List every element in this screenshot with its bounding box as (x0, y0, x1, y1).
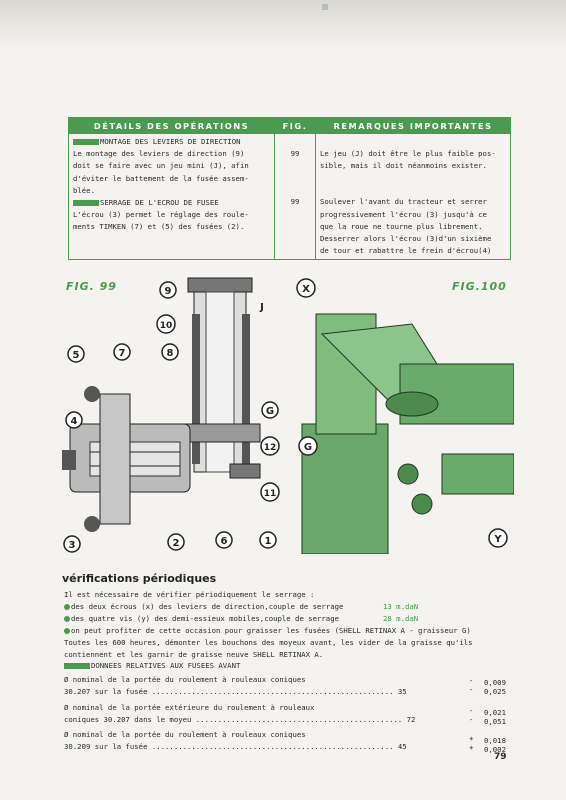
spec-line: coniques 30.207 dans le moyeu ............................................... 72 (64, 715, 416, 724)
svg-text:J: J (260, 302, 264, 313)
header-details: DÉTAILS DES OPÉRATIONS (69, 118, 275, 134)
remark-line: que la roue ne tourne plus librement. (320, 221, 483, 231)
tolerance-sign: - - (469, 706, 474, 724)
kingpin-assembly (180, 278, 260, 478)
callout-x (297, 279, 315, 297)
svg-text:6: 6 (220, 536, 228, 547)
bullet-dot (64, 616, 70, 622)
fig-ref: 99 (290, 197, 300, 207)
callout-11 (261, 483, 279, 501)
svg-text:10: 10 (159, 321, 173, 331)
bullet-text: on peut profiter de cette occasion pour graisser les fusées (SHELL RETINAX A - graisseur G) (71, 626, 471, 635)
section-heading: MONTAGE DES LEVIERS DE DIRECTION (100, 137, 241, 146)
section-heading: SERRAGE DE L'ECROU DE FUSEE (100, 198, 219, 208)
svg-text:2: 2 (172, 538, 180, 549)
callout-2 (168, 534, 184, 550)
remark-line: Soulever l'avant du tracteur et serrer (320, 197, 487, 207)
remark-line: Desserrer alors l'écrou (3)d'un sixième (320, 234, 492, 244)
detail-line: Le montage des leviers de direction (9) (73, 149, 245, 159)
section-bar (64, 663, 90, 669)
spec-line: 30.209 sur la fusée ....................................................... 45 (64, 742, 407, 751)
callout-10 (157, 315, 175, 333)
torque-value-2: 28 m.daN (383, 614, 419, 623)
fig-ref: 99 (290, 149, 300, 158)
detail-line: d'éviter le battement de la fusée assem- (73, 173, 249, 183)
section-bar (73, 200, 99, 206)
fig99-label: FIG. 99 (66, 280, 117, 293)
verif-bullet-1 (64, 602, 343, 611)
header-remarks: REMARQUES IMPORTANTES (316, 118, 511, 134)
remark-line: sible, mais il doit néanmoins exister. (320, 161, 487, 171)
svg-text:3: 3 (68, 540, 76, 551)
svg-text:12: 12 (263, 443, 277, 453)
header-fig: FIG. (275, 118, 316, 134)
data-heading (64, 661, 240, 670)
tolerance-sign: - - (469, 676, 474, 694)
remark-line: Le jeu (J) doit être le plus faible pos- (320, 149, 496, 158)
fig100-drawing (292, 274, 514, 554)
bullet-dot (64, 604, 70, 610)
page-top-edge (0, 0, 566, 48)
details-cell (69, 134, 275, 260)
verif-text-line: Toutes les 600 heures, démonter les bouchons des moyeux avant, les vider de la graisse qu'ils (64, 638, 473, 647)
tolerance-values: 0,009 0,025 (484, 678, 506, 696)
torque-value-1: 13 m.daN (383, 602, 419, 611)
callout-6 (216, 532, 232, 548)
svg-text:8: 8 (166, 348, 174, 359)
svg-text:X: X (302, 284, 310, 295)
svg-text:1: 1 (264, 536, 272, 547)
spec-line: Ø nominal de la portée extérieure du roulement à rouleaux (64, 703, 315, 712)
callout-12 (261, 437, 279, 455)
tolerance-values: 0,021 0,051 (484, 708, 506, 726)
bullet-text: des deux écrous (x) des leviers de direction,couple de serrage (71, 602, 344, 611)
callout-g (262, 402, 278, 418)
verif-bullet-3 (64, 626, 471, 635)
fig100-label: FIG.100 (452, 280, 507, 293)
remark-line: progressivement l'écrou (3) jusqu'à ce (320, 209, 487, 219)
remarks-cell (316, 134, 511, 260)
verif-intro: Il est nécessaire de vérifier périodiquement le serrage : (64, 590, 315, 599)
steering-arm-assembly (302, 314, 514, 554)
bullet-text: des quatre vis (y) des demi-essieux mobiles,couple de serrage (71, 614, 339, 623)
verifications-title: vérifications périodiques (62, 572, 217, 585)
fig99-drawing (60, 274, 290, 554)
bullet-dot (64, 628, 70, 634)
spec-line: 30.207 sur la fusée ....................................................... 35 (64, 687, 407, 696)
svg-text:11: 11 (263, 489, 277, 499)
svg-text:9: 9 (164, 286, 172, 297)
detail-line: blée. (73, 185, 95, 195)
svg-text:Y: Y (494, 534, 502, 545)
callout-7 (114, 344, 130, 360)
table-header-row (69, 118, 511, 134)
page-number: 79 (494, 752, 507, 762)
detail-line: doit se faire avec un jeu mini (J), afin (73, 161, 249, 171)
tolerance-sign: + + (469, 734, 474, 752)
verif-text-line: contiennent et les garnir de graisse neuve SHELL RETINAX A. (64, 650, 324, 659)
section-bar (73, 139, 99, 145)
detail-line: ments TIMKEN (7) et (5) des fusées (2). (73, 222, 245, 232)
remark-line: de tour et rabattre le frein d'écrou(4) (320, 246, 492, 256)
spec-line: Ø nominal de la portée du roulement à rouleaux coniques (64, 675, 306, 684)
callout-1 (260, 532, 276, 548)
svg-text:4: 4 (70, 416, 78, 427)
svg-text:G: G (303, 442, 313, 453)
callout-5 (68, 346, 84, 362)
callout-3 (64, 536, 80, 552)
fig-cell (275, 134, 316, 260)
wheel-hub (62, 386, 190, 532)
tolerance-values: 0,018 0,002 (484, 736, 506, 754)
callout-g (299, 437, 317, 455)
verif-bullet-2 (64, 614, 339, 623)
edge-mark (322, 4, 328, 10)
svg-text:5: 5 (72, 350, 80, 361)
callout-j (259, 302, 264, 313)
data-heading-text: DONNEES RELATIVES AUX FUSEES AVANT (91, 661, 241, 670)
callout-y (489, 529, 507, 547)
operations-table (68, 117, 511, 260)
svg-text:G: G (265, 406, 275, 417)
detail-line: L'écrou (3) permet le réglage des roule- (73, 210, 249, 220)
callout-9 (160, 282, 176, 298)
spec-line: Ø nominal de la portée du roulement à rouleaux coniques (64, 730, 306, 739)
table-row (69, 134, 511, 260)
svg-text:7: 7 (118, 348, 126, 359)
callout-8 (162, 344, 178, 360)
callout-4 (66, 412, 82, 428)
